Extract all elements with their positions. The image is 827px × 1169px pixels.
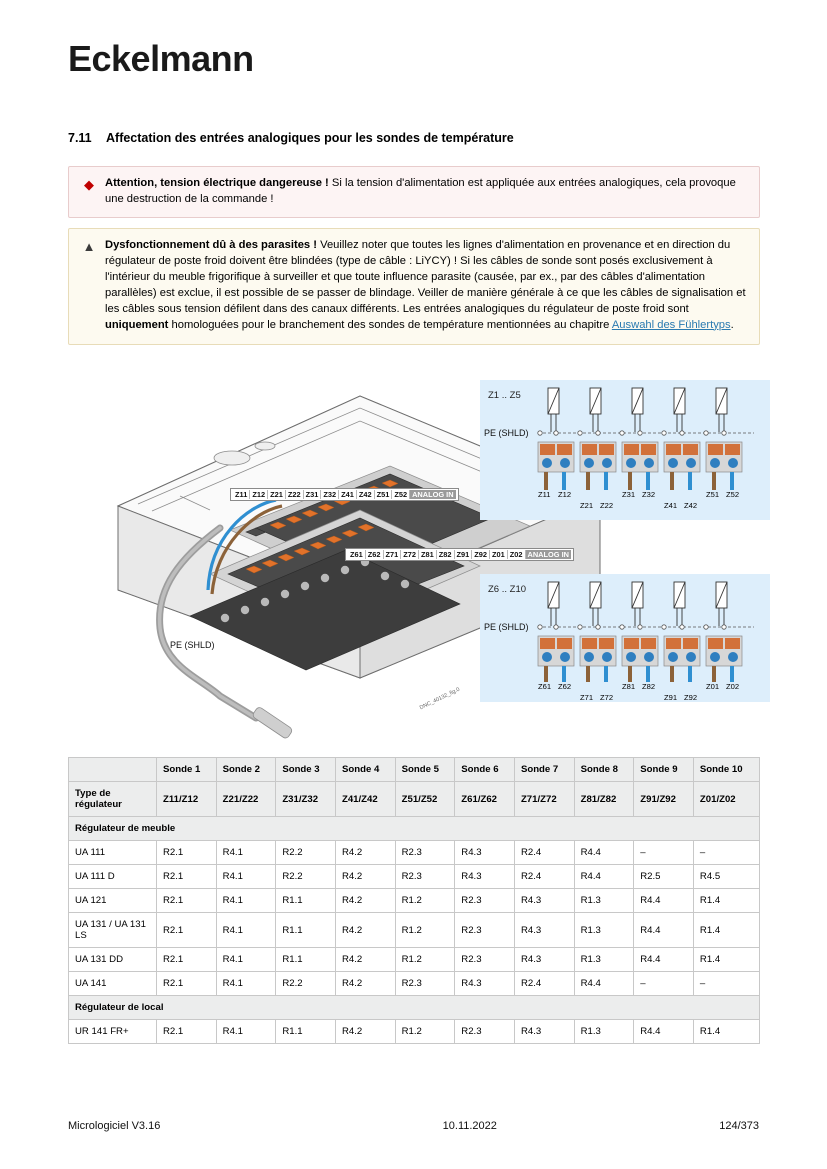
col-header: Sonde 5 <box>395 758 455 782</box>
cell: R4.4 <box>574 972 634 996</box>
cell: R2.1 <box>157 972 217 996</box>
table-terminal-row <box>69 782 760 817</box>
cell: R2.5 <box>634 865 694 889</box>
sensor-group-bottom-label: Z6 .. Z10 <box>488 584 527 595</box>
cell: R4.2 <box>335 948 395 972</box>
terminal-label: Z01 <box>706 682 720 691</box>
sensor-type-link[interactable]: Auswahl des Fühlertyps <box>611 318 731 331</box>
terminal-label: Z02 <box>726 682 740 691</box>
cell: R4.3 <box>455 972 515 996</box>
footer-center: 10.11.2022 <box>442 1120 497 1132</box>
tag-cell: Z42 <box>357 490 375 499</box>
terminal-label: Z61 <box>538 682 552 691</box>
cell: R4.4 <box>574 865 634 889</box>
terminal-cell: Z71/Z72 <box>514 782 574 817</box>
warning-notice-text-3: . <box>730 318 734 331</box>
group-label: Régulateur de local <box>69 996 760 1020</box>
sensor-assignment-table <box>68 757 760 1044</box>
row-label: UR 141 FR+ <box>69 1020 157 1044</box>
analog-in-tag: ANALOG IN <box>527 550 569 559</box>
table-header-row <box>69 758 760 782</box>
terminal-cell: Z61/Z62 <box>455 782 515 817</box>
cell: R2.2 <box>276 972 336 996</box>
page-footer <box>68 1120 759 1132</box>
tag-cell: Z62 <box>366 550 384 559</box>
terminal-label: Z32 <box>642 490 656 499</box>
cell: R4.3 <box>514 948 574 972</box>
table-row <box>69 865 760 889</box>
cell: R4.2 <box>335 972 395 996</box>
cell: – <box>693 972 759 996</box>
terminal-cell: Z21/Z22 <box>216 782 276 817</box>
danger-notice-heading: Attention, tension électrique dangereuse ! <box>105 177 329 189</box>
cell: – <box>634 972 694 996</box>
cell: R1.4 <box>693 913 759 948</box>
cell: R2.1 <box>157 841 217 865</box>
tag-cell: Z51 <box>375 490 393 499</box>
cell: R2.3 <box>395 972 455 996</box>
cell: R1.3 <box>574 889 634 913</box>
cell: R1.2 <box>395 1020 455 1044</box>
tag-cell: Z52 <box>392 490 410 499</box>
cell: R4.4 <box>634 913 694 948</box>
cell: R2.4 <box>514 865 574 889</box>
warning-notice-emphasis: uniquement <box>105 318 169 331</box>
tag-cell: Z22 <box>286 490 304 499</box>
analog-in-tagrow-top <box>230 488 459 501</box>
cell: R4.3 <box>455 865 515 889</box>
cell: R4.2 <box>335 913 395 948</box>
cell: R4.2 <box>335 889 395 913</box>
cell: R1.4 <box>693 1020 759 1044</box>
danger-diamond-icon: ◆ <box>84 177 94 192</box>
terminal-cell: Z11/Z12 <box>157 782 217 817</box>
terminal-label: Z72 <box>600 693 614 702</box>
cell: R4.3 <box>514 889 574 913</box>
terminal-label: Z31 <box>622 490 636 499</box>
cell: R4.2 <box>335 841 395 865</box>
cell: R4.3 <box>514 913 574 948</box>
cell: R4.1 <box>216 841 276 865</box>
cell: R2.2 <box>276 841 336 865</box>
row-label: UA 131 DD <box>69 948 157 972</box>
terminal-label: Z51 <box>706 490 720 499</box>
footer-left: Micrologiciel V3.16 <box>68 1120 161 1132</box>
device-code-label: DNC_40132_fig.0 <box>418 686 461 712</box>
tag-cell: Z81 <box>419 550 437 559</box>
warning-triangle-icon: ▲ <box>82 239 96 254</box>
cell: R4.1 <box>216 972 276 996</box>
tag-cell: Z61 <box>348 550 366 559</box>
col-header: Sonde 7 <box>514 758 574 782</box>
col-header: Sonde 3 <box>276 758 336 782</box>
tag-cell: Z82 <box>437 550 455 559</box>
cell: R2.1 <box>157 1020 217 1044</box>
sensor-group-top <box>480 380 770 520</box>
terminal-label: Z42 <box>684 501 698 510</box>
cell: R2.4 <box>514 841 574 865</box>
group-label: Régulateur de meuble <box>69 817 760 841</box>
cell: R4.1 <box>216 1020 276 1044</box>
col-header <box>69 758 157 782</box>
cell: R1.4 <box>693 889 759 913</box>
row-label: UA 121 <box>69 889 157 913</box>
terminal-label: Z82 <box>642 682 656 691</box>
terminal-label: Z92 <box>684 693 698 702</box>
table-group-header <box>69 817 760 841</box>
table-row <box>69 841 760 865</box>
cell: – <box>693 841 759 865</box>
terminal-cell: Z81/Z82 <box>574 782 634 817</box>
terminal-cell: Z51/Z52 <box>395 782 455 817</box>
pe-shld-main-label: PE (SHLD) <box>170 640 215 650</box>
table-row <box>69 1020 760 1044</box>
cell: R1.1 <box>276 1020 336 1044</box>
cell: R4.1 <box>216 948 276 972</box>
table-row <box>69 889 760 913</box>
cell: R4.3 <box>455 841 515 865</box>
cell: R4.5 <box>693 865 759 889</box>
cell: R2.3 <box>395 841 455 865</box>
wiring-diagram-figure <box>60 378 770 743</box>
tag-cell: Z91 <box>455 550 473 559</box>
pe-shld-top-label: PE (SHLD) <box>484 428 529 438</box>
terminal-row-label: Type de régulateur <box>69 782 157 817</box>
terminal-cell: Z91/Z92 <box>634 782 694 817</box>
cell: R1.1 <box>276 889 336 913</box>
terminal-label: Z62 <box>558 682 572 691</box>
cell: R4.2 <box>335 1020 395 1044</box>
terminal-cell: Z01/Z02 <box>693 782 759 817</box>
cell: R1.3 <box>574 1020 634 1044</box>
tag-cell: Z71 <box>384 550 402 559</box>
cell: R4.2 <box>335 865 395 889</box>
terminal-label: Z91 <box>664 693 678 702</box>
table-row <box>69 913 760 948</box>
analog-in-tagrow-bottom <box>345 548 574 561</box>
tag-cell: Z92 <box>472 550 490 559</box>
terminal-label: Z21 <box>580 501 594 510</box>
cell: R1.2 <box>395 948 455 972</box>
sensor-group-top-label: Z1 .. Z5 <box>488 390 521 401</box>
terminal-cell: Z41/Z42 <box>335 782 395 817</box>
cell: R2.2 <box>276 865 336 889</box>
tag-cell: Z32 <box>321 490 339 499</box>
terminal-label: Z71 <box>580 693 594 702</box>
cell: R4.1 <box>216 913 276 948</box>
tag-cell: Z01 <box>490 550 508 559</box>
tag-cell: Z72 <box>401 550 419 559</box>
danger-notice <box>68 166 760 218</box>
terminal-label: Z22 <box>600 501 614 510</box>
tag-cell: Z02 <box>508 550 526 559</box>
tag-cell: Z12 <box>250 490 268 499</box>
cell: R1.2 <box>395 913 455 948</box>
cell: R1.3 <box>574 913 634 948</box>
terminal-label: Z11 <box>538 490 551 499</box>
col-header: Sonde 10 <box>693 758 759 782</box>
cell: R1.4 <box>693 948 759 972</box>
terminal-label: Z12 <box>558 490 572 499</box>
cell: R2.3 <box>395 865 455 889</box>
table-group-header <box>69 996 760 1020</box>
terminal-cell: Z31/Z32 <box>276 782 336 817</box>
row-label: UA 131 / UA 131 LS <box>69 913 157 948</box>
warning-notice <box>68 228 760 345</box>
brand-logo: Eckelmann <box>68 38 254 79</box>
cell: R2.3 <box>455 889 515 913</box>
warning-notice-text-1: Veuillez noter que toutes les lignes d'alimentation en provenance et en direction du régulateur de poste froid doivent être blindées (type de câble : LiYCY) ! Si les câbles de sonde sont posés exclusivement à l'intérieur du meuble frigorifique à surveiller et que toute influence parasite (causée, par ex., par des câbles d'alimentation parallèles) est exclue, il est possible de se passer de blindage. Veiller de manière générale à ce que les câbles de signalisation et les câbles sous tension défilent dans des canaux différents. Les entrées analogiques du régulateur de poste froid sont <box>105 239 746 315</box>
section-title-text: Affectation des entrées analogiques pour les sondes de température <box>106 131 514 145</box>
cell: R2.3 <box>455 913 515 948</box>
danger-notice-text: Si la tension d'alimentation est appliquée aux entrées analogiques, cela provoque une destruction de la commande ! <box>105 177 736 205</box>
tag-cell: Z41 <box>339 490 357 499</box>
cell: R4.1 <box>216 865 276 889</box>
sensor-group-top-graphic <box>480 380 770 520</box>
terminal-label: Z52 <box>726 490 740 499</box>
cell: R4.4 <box>634 1020 694 1044</box>
footer-right: 124/373 <box>719 1120 759 1132</box>
cell: R1.1 <box>276 913 336 948</box>
cell: R1.2 <box>395 889 455 913</box>
cell: R2.1 <box>157 865 217 889</box>
col-header: Sonde 1 <box>157 758 217 782</box>
cell: R2.3 <box>455 948 515 972</box>
pe-shld-bottom-label: PE (SHLD) <box>484 622 529 632</box>
cell: R2.1 <box>157 889 217 913</box>
tag-cell: Z21 <box>268 490 286 499</box>
col-header: Sonde 4 <box>335 758 395 782</box>
analog-in-tag: ANALOG IN <box>412 490 454 499</box>
cell: R4.4 <box>634 948 694 972</box>
cell: R2.1 <box>157 948 217 972</box>
terminal-label: Z81 <box>622 682 636 691</box>
col-header: Sonde 9 <box>634 758 694 782</box>
cell: R2.4 <box>514 972 574 996</box>
cell: R4.4 <box>634 889 694 913</box>
tag-cell: Z31 <box>304 490 322 499</box>
warning-notice-text-2: homologuées pour le branchement des sondes de température mentionnées au chapitre <box>168 318 612 331</box>
section-number: 7.11 <box>68 131 92 145</box>
col-header: Sonde 2 <box>216 758 276 782</box>
row-label: UA 141 <box>69 972 157 996</box>
cell: R2.3 <box>455 1020 515 1044</box>
cell: – <box>634 841 694 865</box>
cell: R1.1 <box>276 948 336 972</box>
table-row <box>69 972 760 996</box>
warning-notice-heading: Dysfonctionnement dû à des parasites ! <box>105 239 317 251</box>
cell: R2.1 <box>157 913 217 948</box>
tag-cell: Z11 <box>233 490 250 499</box>
cell: R4.3 <box>514 1020 574 1044</box>
col-header: Sonde 8 <box>574 758 634 782</box>
row-label: UA 111 <box>69 841 157 865</box>
row-label: UA 111 D <box>69 865 157 889</box>
terminal-label: Z41 <box>664 501 678 510</box>
table-row <box>69 948 760 972</box>
col-header: Sonde 6 <box>455 758 515 782</box>
cell: R4.4 <box>574 841 634 865</box>
cell: R4.1 <box>216 889 276 913</box>
cell: R1.3 <box>574 948 634 972</box>
page-title <box>68 131 768 145</box>
